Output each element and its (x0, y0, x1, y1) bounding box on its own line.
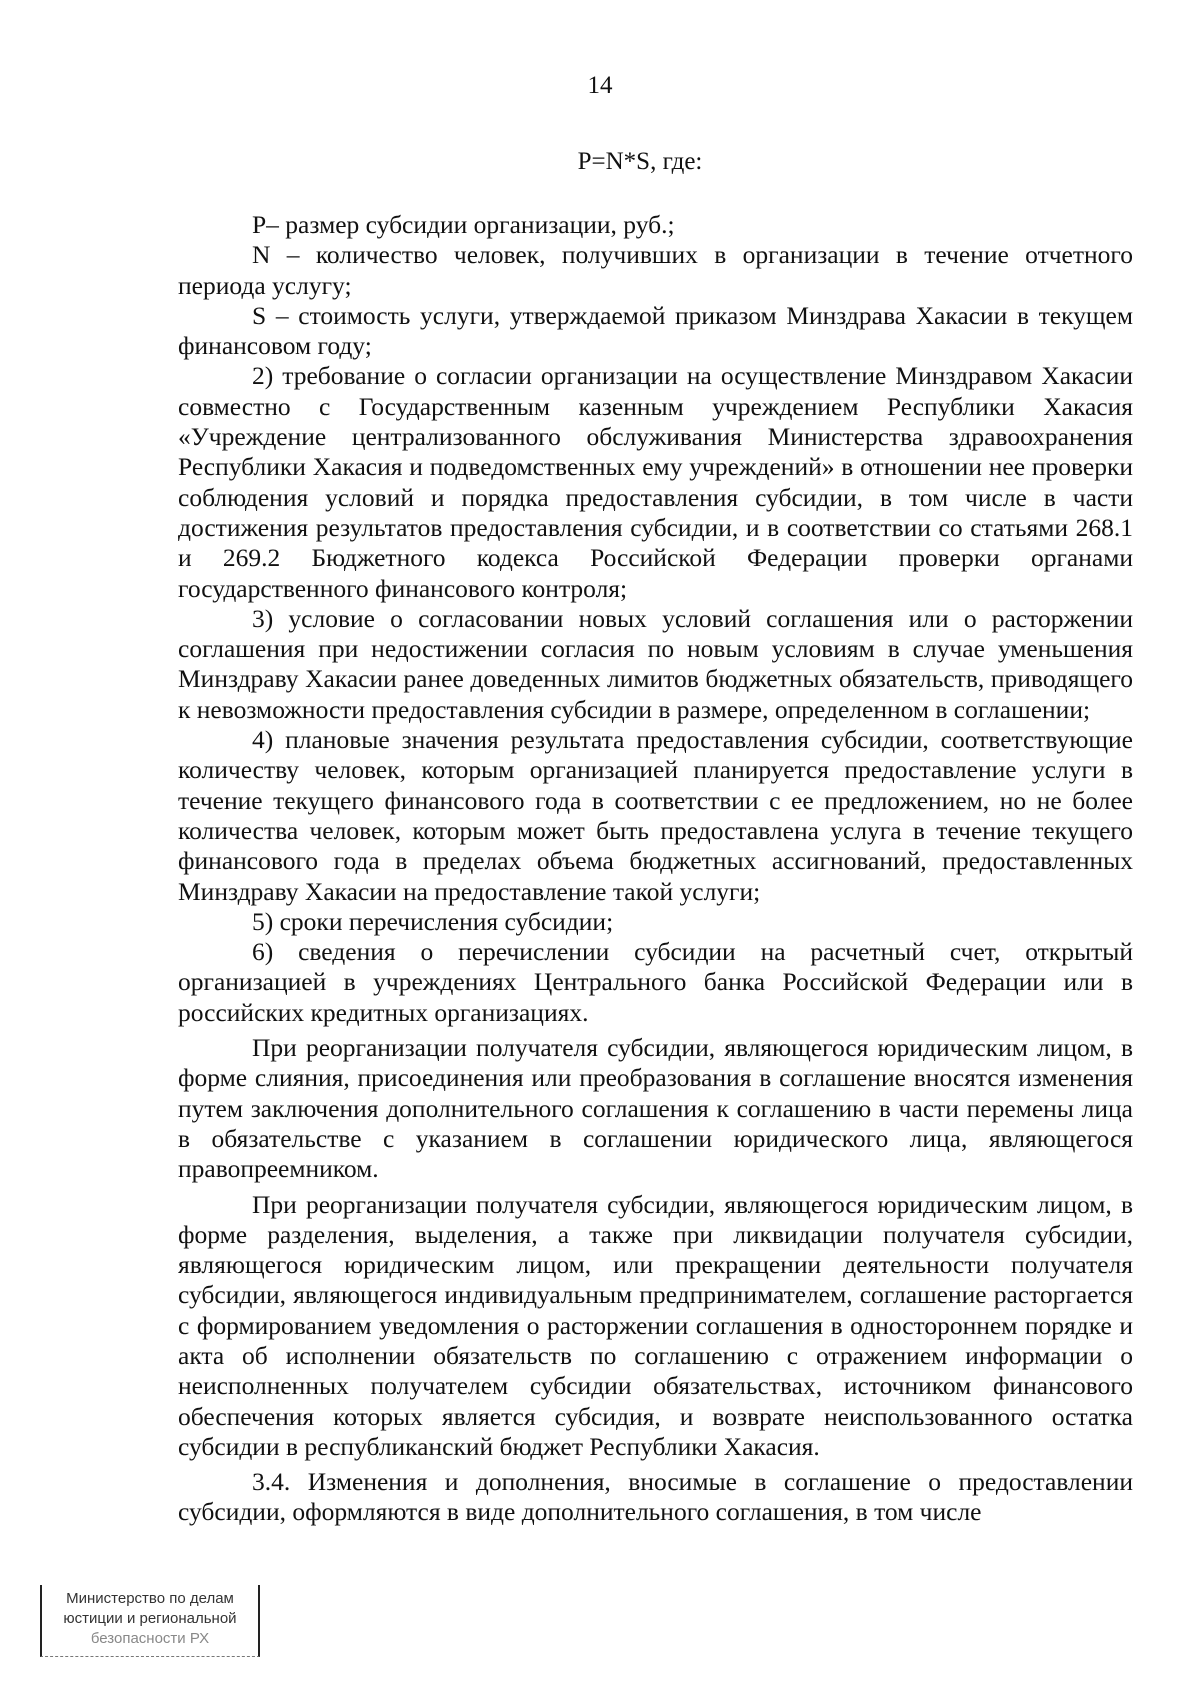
paragraph-p-definition: P– размер субсидии организации, руб.; (252, 210, 675, 239)
paragraph-item-5: 5) сроки перечисления субсидии; (252, 906, 614, 936)
paragraph-item-3: 3) условие о согласовании новых условий соглашения или о расторжении соглашения при недостижении согласия по новым условиям в случае уменьшения Минздраву Хакасии ранее доведенных лимитов бюджетных обязательств, приводящего к невозможности предоставления субсидии в размере, определенном в соглашении; (178, 603, 1133, 724)
document-body (178, 210, 1133, 1528)
ministry-stamp (40, 1585, 260, 1657)
paragraph-section-3-4: 3.4. Изменения и дополнения, вносимые в соглашение о предоставлении субсидии, оформляются в виде дополнительного соглашения, в том числе (178, 1467, 1133, 1527)
paragraph-s-definition: S – стоимость услуги, утверждаемой приказом Минздрава Хакасии в текущем финансовом году; (178, 300, 1133, 361)
paragraph-n-definition: N – количество человек, получивших в организации в течение отчетного периода услугу; (178, 240, 1133, 300)
paragraph-item-4: 4) плановые значения результата предоставления субсидии, соответствующие количеству человек, которым организацией планируется предоставление услуги в течение текущего финансового года в соответствии с ее предложением, но не более количества человек, которым может быть предоставлена услуга в течение текущего финансового года в пределах объема бюджетных ассигнований, предоставленных Минздраву Хакасии на предоставление такой услуги; (178, 725, 1133, 906)
stamp-line-2: юстиции и региональной (63, 1610, 237, 1627)
subsidy-formula: P=N*S, где: (577, 148, 703, 175)
paragraph-item-6: 6) сведения о перечислении субсидии на расчетный счет, открытый организацией в учреждениях Центрального банка Российской Федерации или в российских кредитных организациях. (178, 937, 1133, 1027)
paragraph-reorganization-division: При реорганизации получателя субсидии, являющегося юридическим лицом, в форме разделения, выделения, а также при ликвидации получателя субсидии, являющегося юридическим лицом, или прекращении деятельности получателя субсидии, являющегося индивидуальным предпринимателем, соглашение расторгается с формированием уведомления о расторжении соглашения в одностороннем порядке и акта об исполнении обязательств по соглашению с отражением информации о неисполненных получателем субсидии обязательствах, источником финансового обеспечения которых является субсидия, и возврате неиспользованного остатка субсидии в республиканский бюджет Республики Хакасия. (178, 1189, 1133, 1461)
paragraph-item-2: 2) требование о согласии организации на осуществление Минздравом Хакасии совместно с Государственным казенным учреждением Республики Хакасия «Учреждение централизованного обслуживания Министерства здравоохранения Республики Хакасия и подведомственных ему учреждений» в отношении нее проверки соблюдения условий и порядка предоставления субсидии, в том числе в части достижения результатов предоставления субсидии, и в соответствии со статьями 268.1 и 269.2 Бюджетного кодекса Российской Федерации проверки органами государственного финансового контроля; (178, 361, 1133, 603)
stamp-line-3: безопасности РХ (90, 1630, 210, 1647)
stamp-line-1: Министерство по делам (66, 1590, 234, 1607)
page-number: 14 (587, 72, 613, 99)
paragraph-reorganization-merger: При реорганизации получателя субсидии, являющегося юридическим лицом, в форме слияния, присоединения или преобразования в соглашение вносятся изменения путем заключения дополнительного соглашения к соглашению в части перемены лица в обязательстве с указанием в соглашении юридического лица, являющегося правопреемником. (178, 1033, 1133, 1184)
